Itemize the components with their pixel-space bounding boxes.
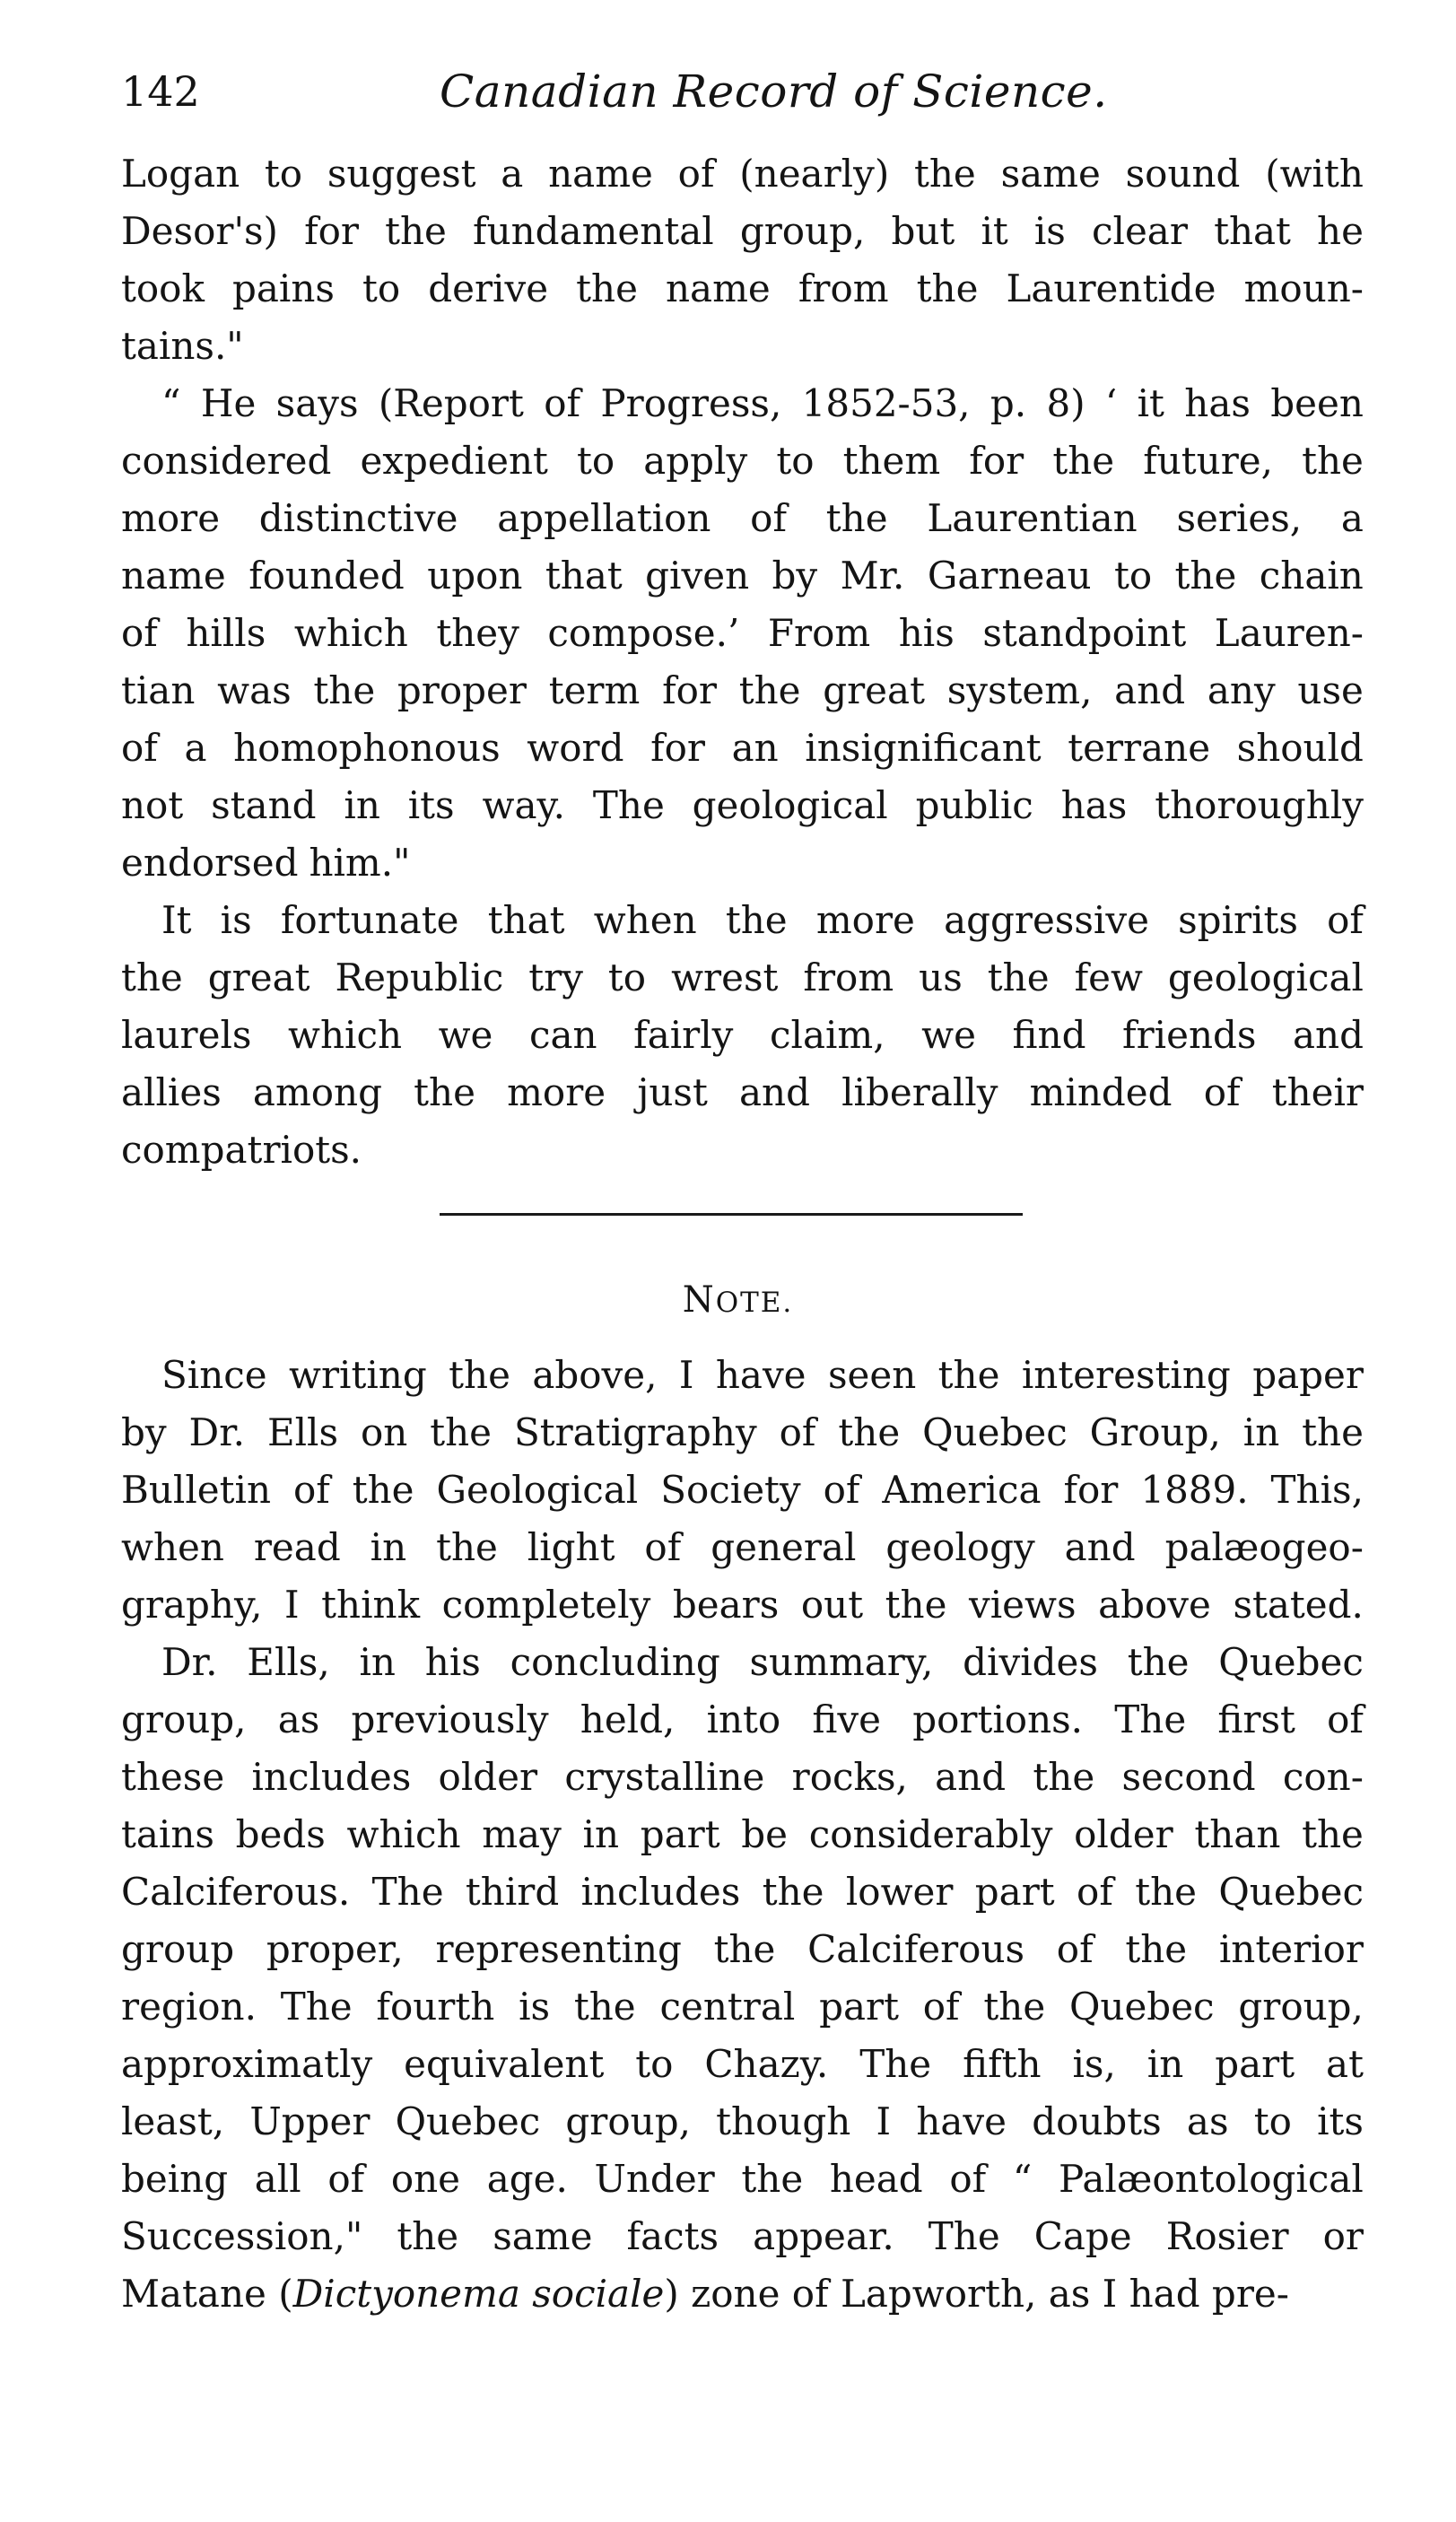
text-line: Desor's) for the fundamental group, but it is clear that he bbox=[121, 209, 1364, 253]
text-line: Logan to suggest a name of (nearly) the same sound (with bbox=[121, 152, 1364, 196]
text-line: tian was the proper term for the great system, and any use bbox=[121, 668, 1364, 712]
text-line: It is fortunate that when the more aggressive spirits of bbox=[161, 898, 1364, 942]
text-line: group proper, representing the Calciferous of the interior bbox=[121, 1927, 1364, 1971]
text-line: took pains to derive the name from the Laurentide moun- bbox=[121, 266, 1364, 310]
text-line: group, as previously held, into five portions. The first of bbox=[121, 1697, 1364, 1741]
text-line: Bulletin of the Geological Society of America for 1889. This, bbox=[121, 1468, 1364, 1512]
note-heading bbox=[121, 1271, 1364, 1329]
text-line: when read in the light of general geology and palæogeo- bbox=[121, 1525, 1364, 1569]
running-title: Canadian Record of Science. bbox=[440, 65, 1108, 118]
text-line: graphy, I think completely bears out the views above stated. bbox=[121, 1583, 1364, 1627]
text-line: tains." bbox=[121, 324, 244, 368]
text-line: of a homophonous word for an insignificant terrane should bbox=[121, 726, 1364, 770]
page bbox=[121, 65, 1364, 2323]
text-before-italic: Matane ( bbox=[121, 2272, 293, 2316]
page-header bbox=[121, 65, 1364, 145]
text-after-italic: ) zone of Lapworth, as I had pre- bbox=[664, 2272, 1289, 2316]
italic-species-name: Dictyonema sociale bbox=[292, 2272, 665, 2316]
text-line: endorsed him." bbox=[121, 841, 411, 885]
text-line: the great Republic try to wrest from us the few geological bbox=[121, 956, 1364, 999]
text-line: being all of one age. Under the head of “ Palæontological bbox=[121, 2157, 1364, 2201]
text-line: considered expedient to apply to them for the future, the bbox=[121, 439, 1364, 483]
section-divider bbox=[440, 1213, 1023, 1216]
text-line: Since writing the above, I have seen the interesting paper bbox=[161, 1353, 1364, 1397]
text-line: these includes older crystalline rocks, and the second con- bbox=[121, 1755, 1364, 1799]
note-heading-initial: N bbox=[682, 1279, 716, 1321]
text-line: by Dr. Ells on the Stratigraphy of the Quebec Group, in the bbox=[121, 1410, 1364, 1454]
text-line: region. The fourth is the central part of the Quebec group, bbox=[121, 1985, 1364, 2029]
text-line: least, Upper Quebec group, though I have doubts as to its bbox=[121, 2099, 1364, 2143]
page-number: 142 bbox=[121, 67, 200, 116]
text-line: laurels which we can fairly claim, we find friends and bbox=[121, 1013, 1364, 1057]
text-line: more distinctive appellation of the Laurentian series, a bbox=[121, 496, 1364, 540]
text-line: Succession," the same facts appear. The Cape Rosier or bbox=[121, 2214, 1364, 2258]
text-line: of hills which they compose.’ From his standpoint Lauren- bbox=[121, 611, 1364, 655]
text-line: tains beds which may in part be considerably older than the bbox=[121, 1812, 1364, 1856]
text-line: Calciferous. The third includes the lower part of the Quebec bbox=[121, 1870, 1364, 1914]
text-line: approximatly equivalent to Chazy. The fifth is, in part at bbox=[121, 2042, 1364, 2086]
note-text bbox=[121, 1347, 1364, 2323]
text-line: not stand in its way. The geological public has thoroughly bbox=[121, 783, 1364, 827]
text-line: compatriots. bbox=[121, 1128, 362, 1172]
text-line: name founded upon that given by Mr. Garneau to the chain bbox=[121, 554, 1364, 598]
body-text bbox=[121, 145, 1364, 1179]
text-line: “ He says (Report of Progress, 1852-53, p. 8) ‘ it has been bbox=[161, 381, 1364, 425]
text-line-last bbox=[121, 2265, 1364, 2323]
note-heading-rest: OTE. bbox=[715, 1287, 794, 1319]
text-line: allies among the more just and liberally minded of their bbox=[121, 1070, 1364, 1114]
text-line: Dr. Ells, in his concluding summary, divides the Quebec bbox=[161, 1640, 1364, 1684]
